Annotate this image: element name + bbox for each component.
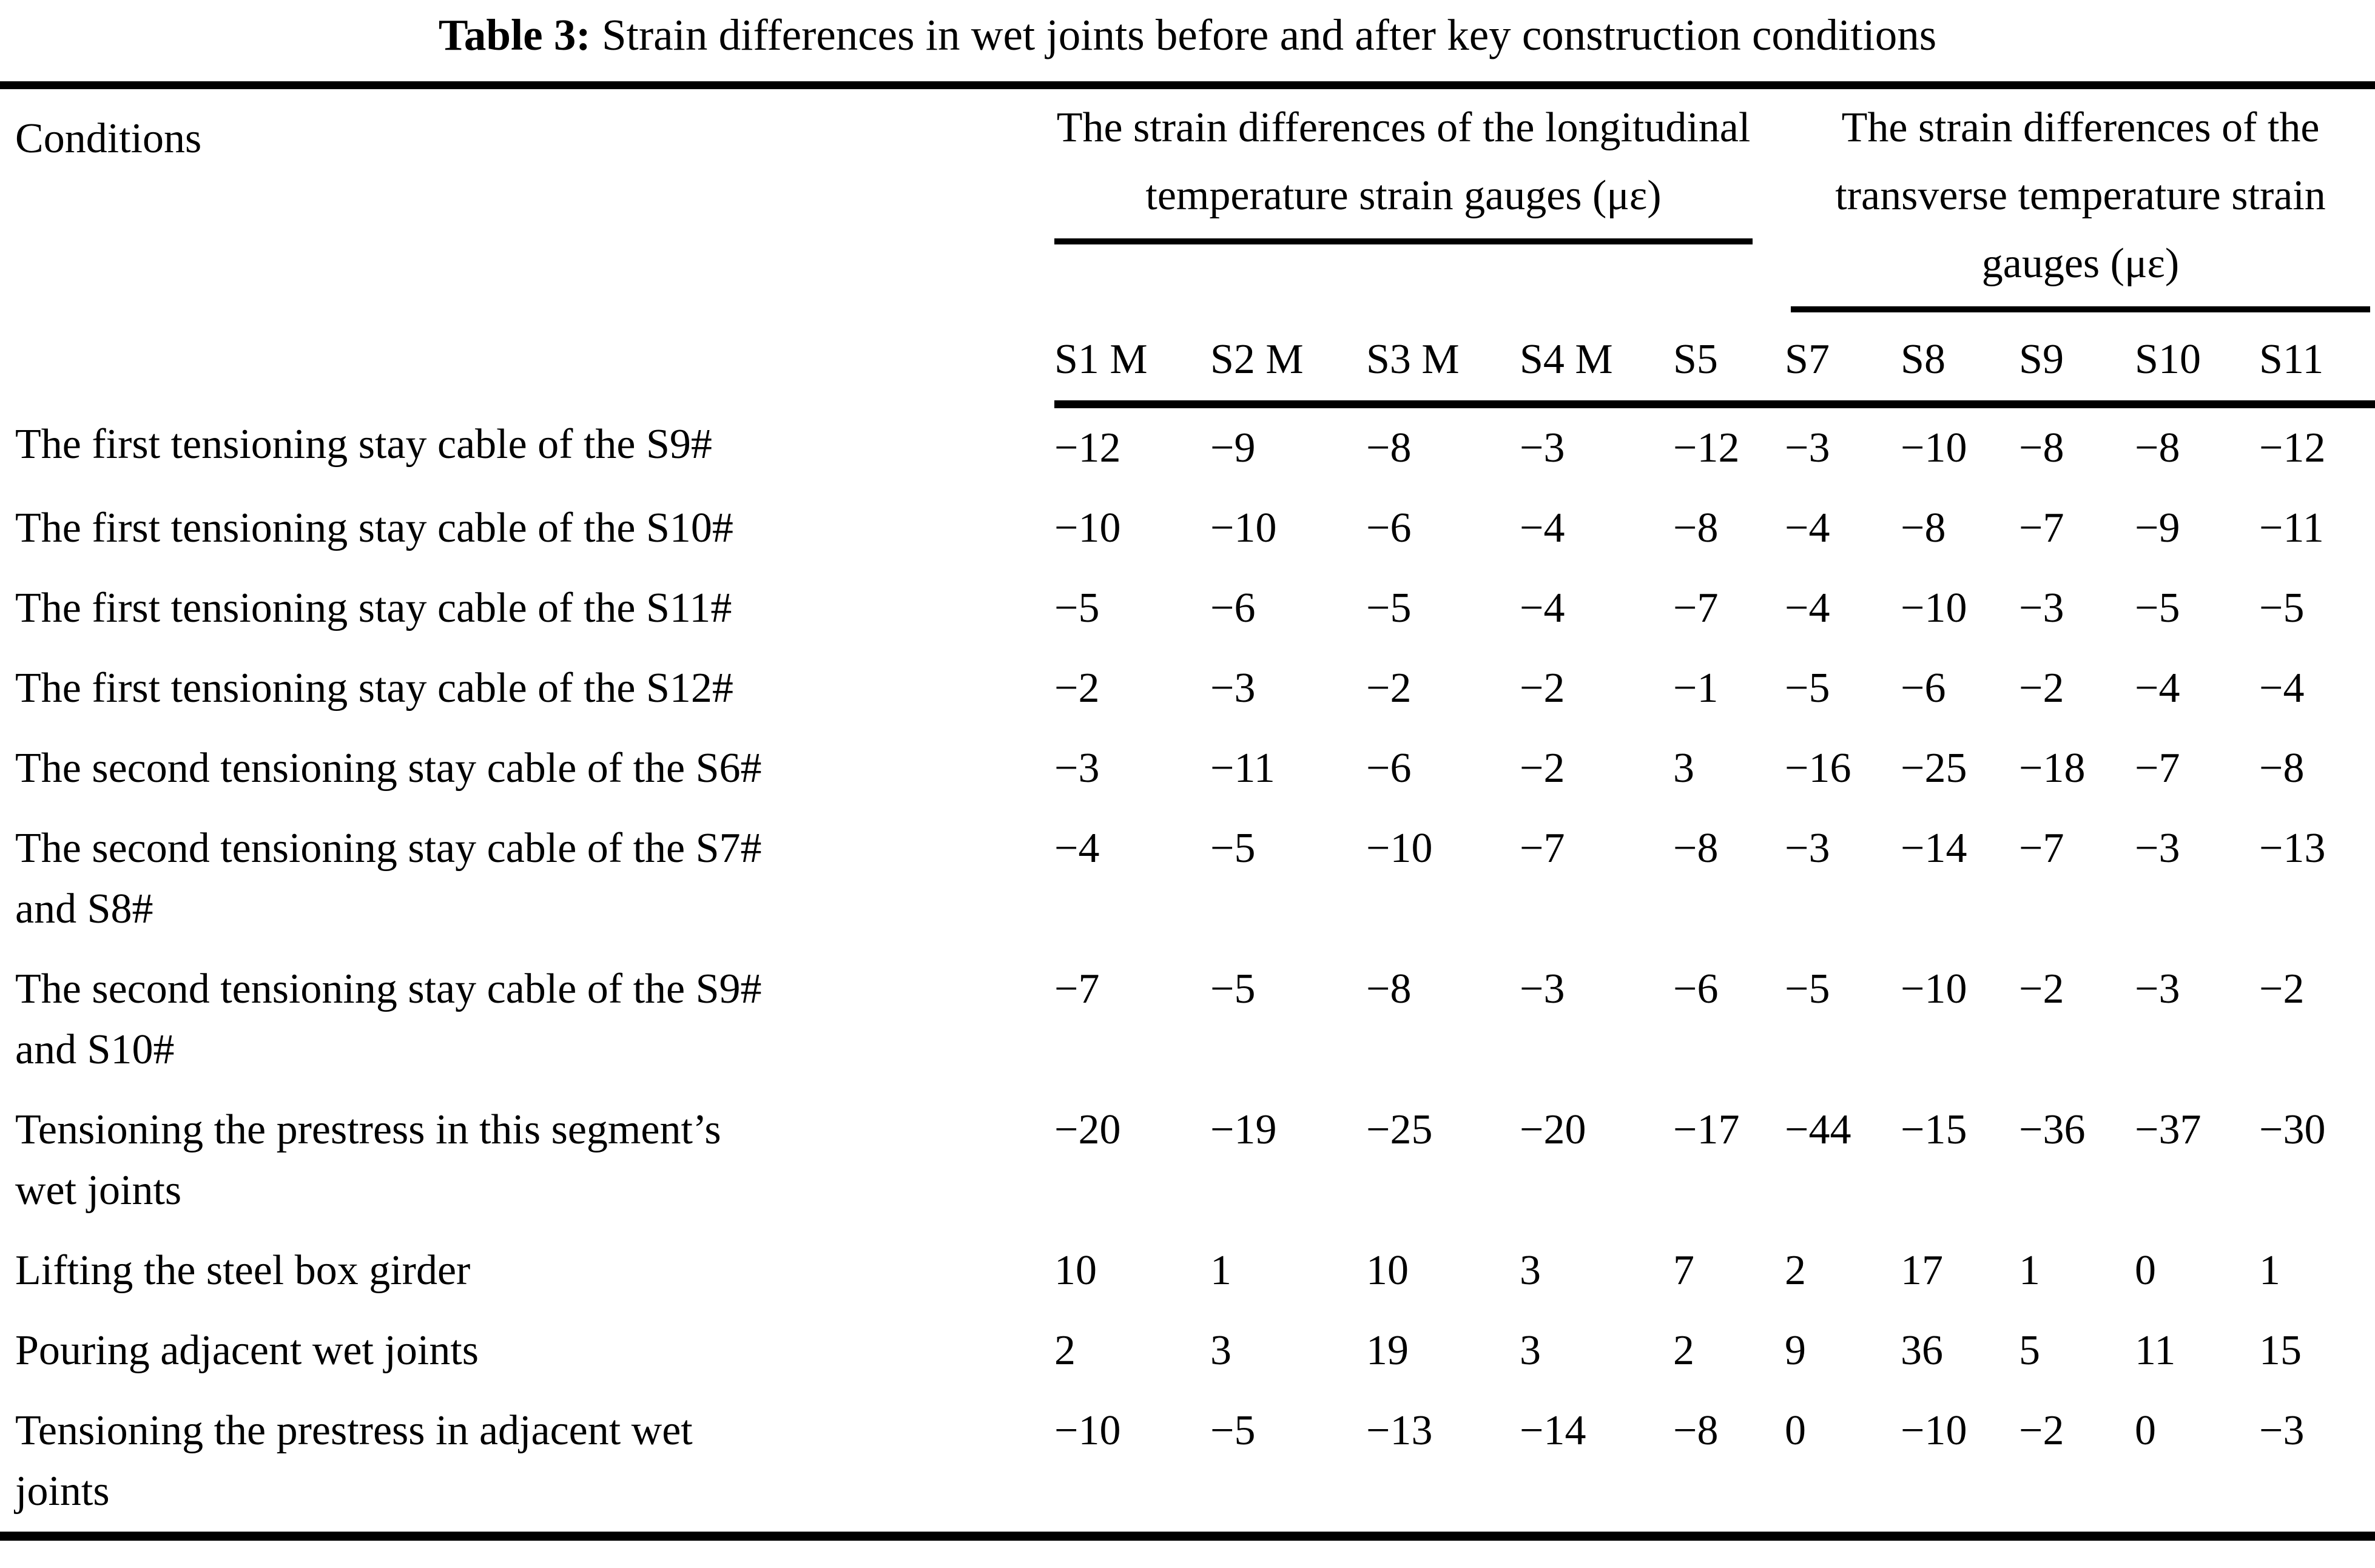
value-cell: 1 (1210, 1247, 1231, 1294)
value-cell: 0 (1785, 1407, 1807, 1454)
condition-line: The second tensioning stay cable of the S7# (15, 825, 762, 872)
value-cell: −5 (1210, 1407, 1256, 1454)
value-cell: −6 (1210, 585, 1256, 631)
value-cell: −37 (2135, 1106, 2202, 1153)
condition-line: Tensioning the prestress in this segment’s (15, 1106, 721, 1153)
value-cell: −4 (1785, 505, 1830, 551)
value-cell: 36 (1901, 1327, 1944, 1374)
value-cell: −3 (1210, 665, 1256, 712)
value-cell: −12 (2259, 425, 2326, 471)
value-cell: −2 (2019, 1407, 2064, 1454)
value-cell: −8 (1366, 966, 1412, 1012)
value-cell: −3 (1520, 425, 1565, 471)
value-cell: −3 (2259, 1407, 2305, 1454)
value-cell: −8 (1673, 505, 1719, 551)
value-cell: −6 (1673, 966, 1719, 1012)
value-cell: −5 (1054, 585, 1100, 631)
condition-line: Pouring adjacent wet joints (15, 1327, 479, 1374)
value-cell: −4 (1054, 825, 1100, 872)
column-header-s2m: S2 M (1210, 312, 1366, 405)
value-cell: −9 (1210, 425, 1256, 471)
value-cell: −5 (1785, 966, 1830, 1012)
table-row (0, 648, 2375, 728)
condition-line: The second tensioning stay cable of the S6# (15, 745, 762, 792)
condition-line: joints (15, 1468, 110, 1515)
value-cell: 3 (1520, 1327, 1541, 1374)
value-cell: −7 (2135, 745, 2180, 792)
condition-cell (0, 1231, 1054, 1311)
value-cell: −10 (1901, 1407, 1967, 1454)
value-cell: −7 (2019, 825, 2064, 872)
value-cell: −16 (1785, 745, 1851, 792)
value-cell: −17 (1673, 1106, 1740, 1153)
value-cell: −6 (1366, 745, 1412, 792)
table-row (0, 1391, 2375, 1536)
column-header-s10: S10 (2135, 312, 2259, 405)
value-cell: −8 (2019, 425, 2064, 471)
value-cell: −3 (1054, 745, 1100, 792)
value-cell: −10 (1901, 585, 1967, 631)
condition-cell (0, 405, 1054, 489)
column-header-s1m: S1 M (1054, 312, 1210, 405)
table-row (0, 728, 2375, 809)
value-cell: −2 (1366, 665, 1412, 712)
value-cell: 3 (1210, 1327, 1231, 1374)
group-header-cell-longitudinal (1054, 86, 1785, 313)
column-header-s9: S9 (2019, 312, 2135, 405)
value-cell: −10 (1054, 1407, 1121, 1454)
value-cell: −10 (1366, 825, 1433, 872)
table-row (0, 809, 2375, 949)
value-cell: −2 (1054, 665, 1100, 712)
value-cell: −25 (1366, 1106, 1433, 1153)
value-cell: −7 (1054, 966, 1100, 1012)
value-cell: −5 (2135, 585, 2180, 631)
condition-line: The first tensioning stay cable of the S10# (15, 505, 733, 551)
value-cell: −3 (2135, 825, 2180, 872)
condition-line: and S10# (15, 1026, 175, 1073)
condition-cell (0, 949, 1054, 1090)
table-row (0, 405, 2375, 489)
condition-cell (0, 488, 1054, 568)
condition-cell (0, 1090, 1054, 1231)
value-cell: 17 (1901, 1247, 1944, 1294)
value-cell: 2 (1785, 1247, 1807, 1294)
value-cell: 5 (2019, 1327, 2041, 1374)
value-cell: −3 (2019, 585, 2064, 631)
column-header-s3m: S3 M (1366, 312, 1520, 405)
value-cell: −2 (1520, 665, 1565, 712)
value-cell: −12 (1673, 425, 1740, 471)
value-cell: −20 (1520, 1106, 1586, 1153)
value-cell: −5 (1366, 585, 1412, 631)
value-cell: 19 (1366, 1327, 1409, 1374)
group-header-cell-transverse (1785, 86, 2375, 313)
value-cell: −10 (1901, 966, 1967, 1012)
value-cell: −2 (2019, 665, 2064, 712)
value-cell: −25 (1901, 745, 1967, 792)
condition-line: The first tensioning stay cable of the S11# (15, 585, 732, 631)
value-cell: −12 (1054, 425, 1121, 471)
column-header-s5: S5 (1673, 312, 1785, 405)
conditions-column-header: Conditions (15, 115, 202, 162)
condition-cell (0, 1391, 1054, 1536)
value-cell: 0 (2135, 1407, 2157, 1454)
value-cell: −30 (2259, 1106, 2326, 1153)
condition-line: The second tensioning stay cable of the S9# (15, 966, 762, 1012)
table-body (0, 405, 2375, 1536)
condition-cell (0, 1311, 1054, 1391)
value-cell: −2 (1520, 745, 1565, 792)
value-cell: −11 (1210, 745, 1275, 792)
value-cell: −2 (2019, 966, 2064, 1012)
value-cell: −4 (1520, 505, 1565, 551)
table-caption (0, 0, 2375, 66)
value-cell: 9 (1785, 1327, 1807, 1374)
value-cell: −3 (1785, 425, 1830, 471)
group-header-transverse: The strain differences of the transverse temperature strain gauges (με) (1791, 94, 2370, 312)
value-cell: −2 (2259, 966, 2305, 1012)
table-row (0, 568, 2375, 648)
value-cell: −1 (1673, 665, 1719, 712)
value-cell: −15 (1901, 1106, 1967, 1153)
value-cell: 2 (1673, 1327, 1694, 1374)
value-cell: −14 (1520, 1407, 1586, 1454)
value-cell: 3 (1673, 745, 1694, 792)
value-cell: −4 (1785, 585, 1830, 631)
value-cell: 7 (1673, 1247, 1694, 1294)
condition-cell (0, 648, 1054, 728)
value-cell: −10 (1210, 505, 1277, 551)
value-cell: 15 (2259, 1327, 2302, 1374)
value-cell: −7 (2019, 505, 2064, 551)
table-caption-label: Table 3: (438, 10, 591, 59)
value-cell: 10 (1054, 1247, 1097, 1294)
value-cell: −8 (1673, 825, 1719, 872)
value-cell: −4 (2135, 665, 2180, 712)
value-cell: 1 (2259, 1247, 2281, 1294)
condition-line: wet joints (15, 1167, 182, 1214)
value-cell: −10 (1901, 425, 1967, 471)
table-row (0, 1090, 2375, 1231)
column-header-s8: S8 (1901, 312, 2019, 405)
condition-cell (0, 568, 1054, 648)
table-row (0, 488, 2375, 568)
strain-differences-table (0, 81, 2375, 1541)
value-cell: −6 (1901, 665, 1946, 712)
value-cell: −4 (1520, 585, 1565, 631)
value-cell: −8 (1901, 505, 1946, 551)
value-cell: −5 (1785, 665, 1830, 712)
condition-cell (0, 809, 1054, 949)
table-row (0, 1311, 2375, 1391)
condition-line: Tensioning the prestress in adjacent wet (15, 1407, 693, 1454)
value-cell: −3 (1520, 966, 1565, 1012)
column-header-s11: S11 (2259, 312, 2375, 405)
value-cell: −20 (1054, 1106, 1121, 1153)
condition-line: The first tensioning stay cable of the S9# (15, 420, 712, 468)
value-cell: −11 (2259, 505, 2324, 551)
value-cell: 2 (1054, 1327, 1076, 1374)
table-row (0, 949, 2375, 1090)
value-cell: −19 (1210, 1106, 1277, 1153)
value-cell: −44 (1785, 1106, 1851, 1153)
table-caption-text: Strain differences in wet joints before and after key construction conditions (601, 10, 1937, 59)
value-cell: −13 (2259, 825, 2326, 872)
value-cell: −8 (2259, 745, 2305, 792)
value-cell: −3 (1785, 825, 1830, 872)
value-cell: −10 (1054, 505, 1121, 551)
group-header-longitudinal: The strain differences of the longitudinal temperature strain gauges (με) (1054, 94, 1753, 244)
value-cell: −13 (1366, 1407, 1433, 1454)
value-cell: −18 (2019, 745, 2086, 792)
table-row (0, 1231, 2375, 1311)
value-cell: −4 (2259, 665, 2305, 712)
value-cell: −5 (1210, 966, 1256, 1012)
value-cell: −8 (1366, 425, 1412, 471)
column-header-s4m: S4 M (1520, 312, 1673, 405)
value-cell: −8 (1673, 1407, 1719, 1454)
value-cell: −5 (1210, 825, 1256, 872)
value-cell: 0 (2135, 1247, 2157, 1294)
value-cell: −14 (1901, 825, 1967, 872)
column-header-s7: S7 (1785, 312, 1901, 405)
value-cell: −7 (1673, 585, 1719, 631)
value-cell: 3 (1520, 1247, 1541, 1294)
value-cell: −6 (1366, 505, 1412, 551)
value-cell: −3 (2135, 966, 2180, 1012)
value-cell: −36 (2019, 1106, 2086, 1153)
value-cell: −5 (2259, 585, 2305, 631)
condition-line: and S8# (15, 886, 153, 932)
value-cell: −8 (2135, 425, 2180, 471)
condition-cell (0, 728, 1054, 809)
value-cell: 11 (2135, 1327, 2176, 1374)
value-cell: −9 (2135, 505, 2180, 551)
condition-line: The first tensioning stay cable of the S12# (15, 665, 733, 712)
value-cell: 1 (2019, 1247, 2041, 1294)
condition-line: Lifting the steel box girder (15, 1247, 471, 1294)
value-cell: 10 (1366, 1247, 1409, 1294)
value-cell: −7 (1520, 825, 1565, 872)
